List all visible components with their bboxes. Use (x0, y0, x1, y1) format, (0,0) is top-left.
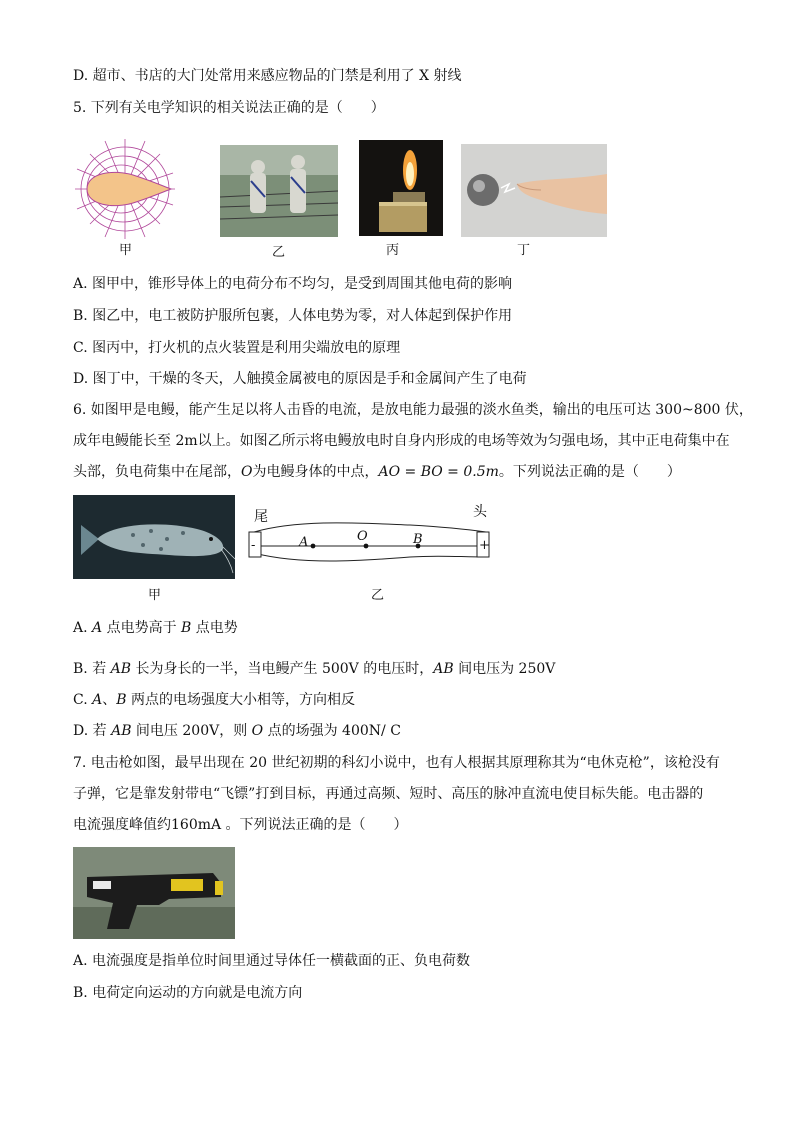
q5-option-a: A. 图甲中，锥形导体上的电荷分布不均匀，是受到周围其他电荷的影响 (73, 276, 513, 292)
q5-caption-yi: 乙 (272, 245, 286, 260)
fig-point-o: O (357, 529, 368, 544)
q7-stem-line3: 电流强度峰值约160mA 。下列说法正确的是（ ） (73, 817, 408, 833)
q6-caption-yi: 乙 (371, 588, 385, 603)
q5-caption-ding: 丁 (517, 243, 531, 258)
q6-option-d: D. 若 AB 间电压 200V，则 O 点的场强为 400N/ C (73, 723, 401, 739)
q6-option-b: B. 若 AB 长为身长的一半，当电鳗产生 500V 的电压时，AB 间电压为 250V (73, 661, 556, 677)
q7-stem-line2: 子弹，它是靠发射带电“飞镖”打到目标，再通过高频、短时、高压的脉冲直流电使目标失能。电击器的 (73, 786, 704, 802)
fig-label-minus: - (251, 538, 256, 553)
q6-stem-line1: 6. 如图甲是电鳗，能产生足以将人击昏的电流，是放电能力最强的淡水鱼类，输出的电压可达 300~800 伏， (73, 402, 753, 418)
fig-point-b: B (413, 532, 423, 547)
q5-caption-jia: 甲 (119, 243, 133, 258)
fig-label-head: 头 (473, 504, 487, 520)
q6-stem-line3: 头部，负电荷集中在尾部，O为电鳗身体的中点，AO = BO = 0.5m。下列说法正确的是（ ） (73, 464, 681, 480)
q6-stem-line2: 成年电鳗能长至 2m以上。如图乙所示将电鳗放电时自身内形成的电场等效为匀强电场，其中正电荷集中在 (73, 433, 730, 449)
figure-stun-gun-photo (73, 847, 235, 939)
q5-stem: 5. 下列有关电学知识的相关说法正确的是（ ） (73, 100, 385, 116)
figure-conductor-field-lines (73, 137, 177, 241)
figure-electric-eel-photo (73, 495, 235, 579)
figure-eel-field-diagram (240, 505, 500, 575)
q5-option-b: B. 图乙中，电工被防护服所包裹，人体电势为零，对人体起到保护作用 (73, 308, 513, 324)
q5-option-d: D. 图丁中，干燥的冬天，人触摸金属被电的原因是手和金属间产生了电荷 (73, 371, 527, 387)
fig-point-a: A (299, 535, 309, 550)
figure-electricians-photo (220, 145, 338, 237)
q6-option-c: C. A、B 两点的电场强度大小相等，方向相反 (73, 692, 355, 708)
fig-label-tail: 尾 (254, 509, 268, 525)
fig-label-plus: + (479, 538, 490, 553)
figure-lighter-photo (359, 140, 443, 236)
figure-finger-spark-photo (461, 144, 607, 237)
q7-option-a: A. 电流强度是指单位时间里通过导体任一横截面的正、负电荷数 (73, 953, 471, 969)
q6-caption-jia: 甲 (148, 588, 162, 603)
q6-option-a: A. A 点电势高于 B 点电势 (73, 620, 238, 636)
q5-option-c: C. 图丙中，打火机的点火装置是利用尖端放电的原理 (73, 340, 401, 356)
q4-option-d: D. 超市、书店的大门处常用来感应物品的门禁是利用了 X 射线 (73, 68, 462, 84)
q7-stem-line1: 7. 电击枪如图，最早出现在 20 世纪初期的科幻小说中，也有人根据其原理称其为“电休克枪”，该枪没有 (73, 755, 720, 771)
q7-option-b: B. 电荷定向运动的方向就是电流方向 (73, 985, 303, 1001)
q5-caption-bing: 丙 (386, 243, 400, 258)
